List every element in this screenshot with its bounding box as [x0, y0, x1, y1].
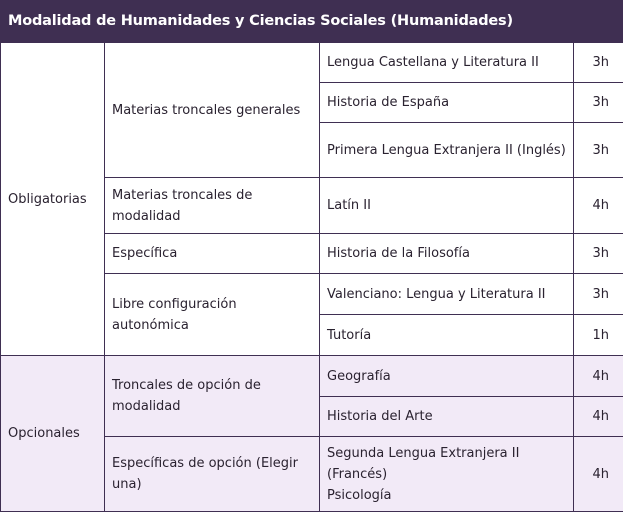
subject-hours: 3h: [574, 83, 623, 123]
section-label-opcionales: Opcionales: [1, 356, 105, 512]
subject-name: Lengua Castellana y Literatura II: [320, 43, 574, 83]
subject-hours: 3h: [574, 43, 623, 83]
subject-line: Psicología: [327, 487, 392, 503]
subject-hours: 4h: [574, 397, 623, 437]
table-row: [1, 43, 623, 83]
subject-name: Historia de la Filosofía: [320, 234, 574, 274]
subject-hours: 4h: [574, 437, 623, 512]
group-label: Materias troncales generales: [105, 43, 320, 178]
subject-name: Geografía: [320, 356, 574, 397]
subjects-table: [0, 42, 623, 512]
group-label: Específica: [105, 234, 320, 274]
table-title: Modalidad de Humanidades y Ciencias Sociales (Humanidades): [0, 0, 623, 42]
group-label: Troncales de opción de modalidad: [105, 356, 320, 437]
subject-name: Primera Lengua Extranjera II (Inglés): [320, 123, 574, 178]
subject-line: Segunda Lengua Extranjera II: [327, 445, 520, 461]
subject-line: (Francés): [327, 466, 388, 482]
subject-name: Historia del Arte: [320, 397, 574, 437]
section-label-obligatorias: Obligatorias: [1, 43, 105, 356]
table-row: [1, 356, 623, 397]
subject-hours: 1h: [574, 315, 623, 356]
subject-name: Tutoría: [320, 315, 574, 356]
group-label: Libre configuración autonómica: [105, 274, 320, 356]
subject-name: Valenciano: Lengua y Literatura II: [320, 274, 574, 315]
subject-name: Latín II: [320, 178, 574, 234]
subject-hours: 4h: [574, 178, 623, 234]
subject-hours: 3h: [574, 274, 623, 315]
group-label: Materias troncales de modalidad: [105, 178, 320, 234]
group-label: Específicas de opción (Elegir una): [105, 437, 320, 512]
subject-name: [320, 437, 574, 512]
subject-hours: 3h: [574, 123, 623, 178]
subject-hours: 3h: [574, 234, 623, 274]
subject-hours: 4h: [574, 356, 623, 397]
subject-name: Historia de España: [320, 83, 574, 123]
